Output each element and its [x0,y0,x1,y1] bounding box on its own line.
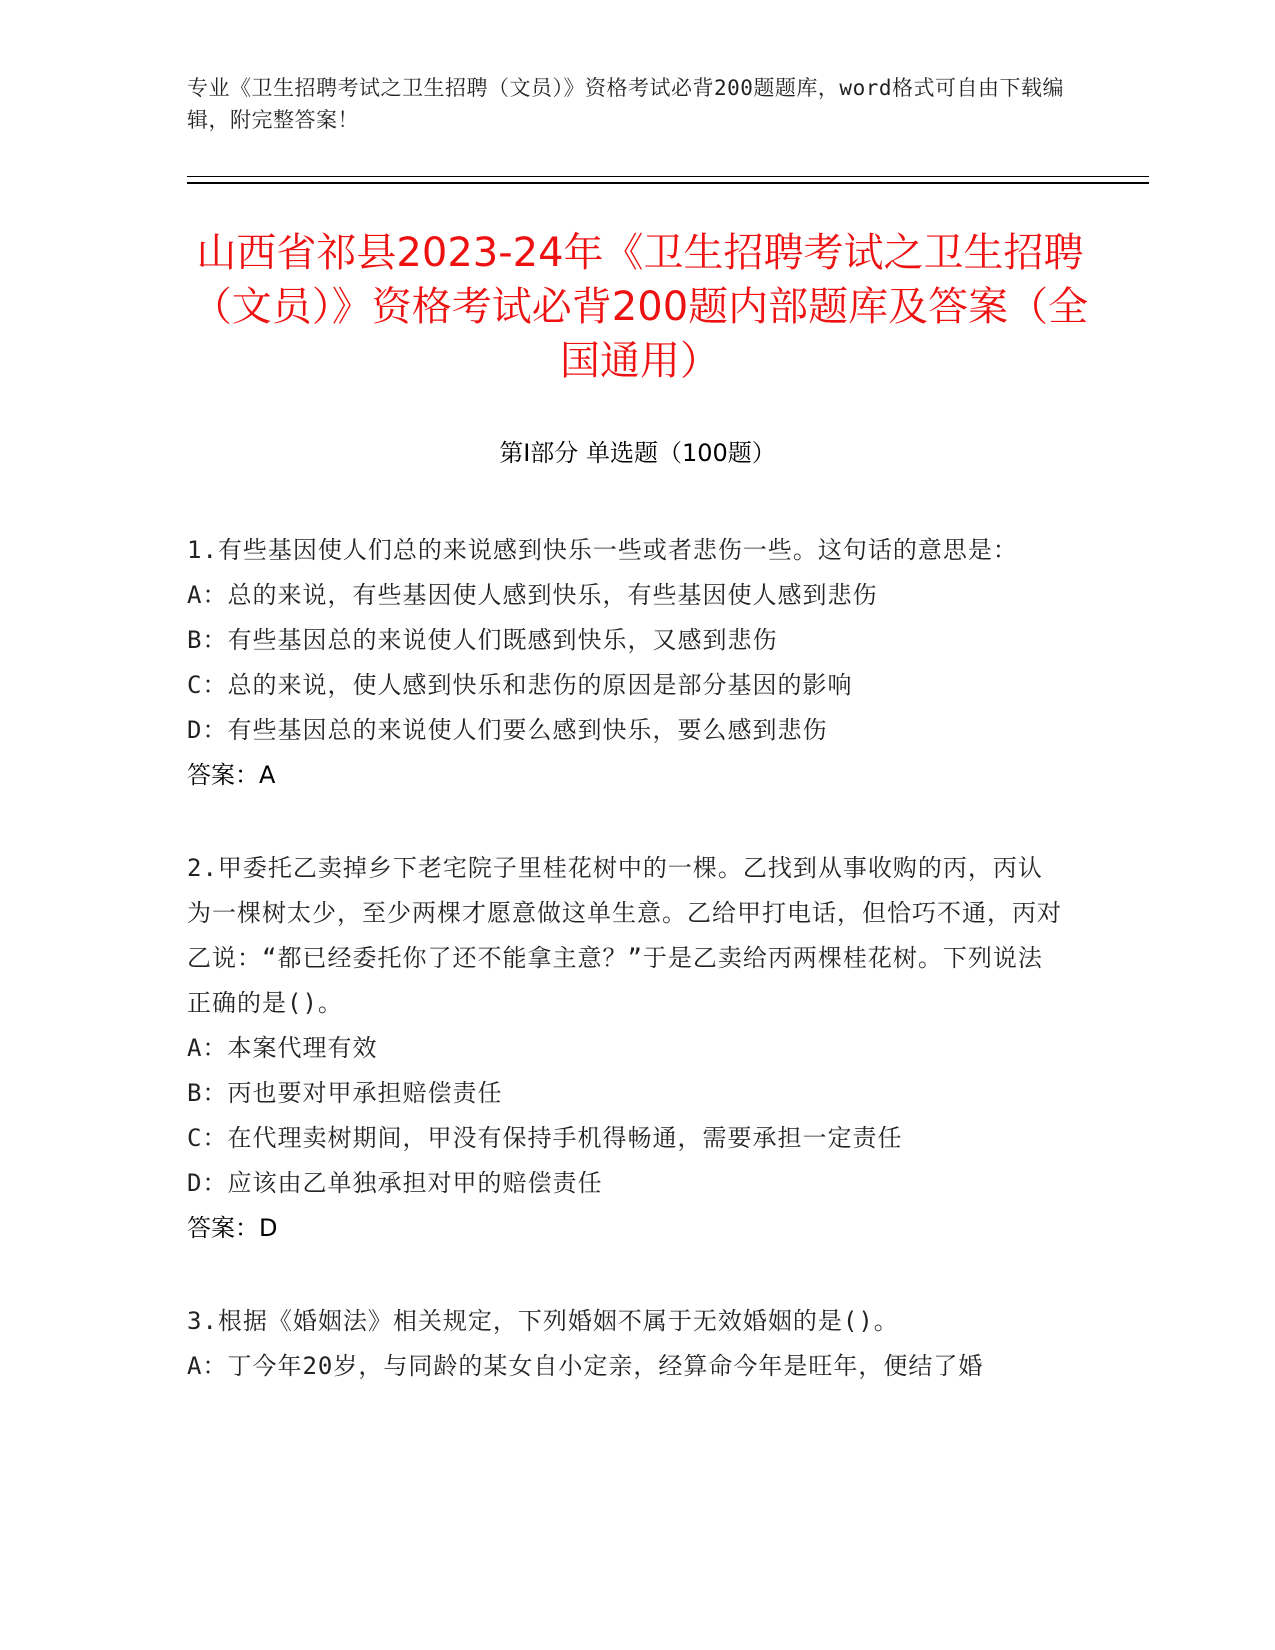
answer-line: 答案：D [187,1214,278,1242]
header-note: 专业《卫生招聘考试之卫生招聘（文员）》资格考试必背200题题库，word格式可自由下载编辑，附完整答案！ [187,76,1064,132]
header-divider-thin [187,176,1149,177]
question-3 [187,1299,1067,1389]
question-stem: 3.根据《婚姻法》相关规定，下列婚姻不属于无效婚姻的是()。 [187,1307,899,1335]
option-c: C：在代理卖树期间，甲没有保持手机得畅通，需要承担一定责任 [187,1124,903,1152]
option-a: A：丁今年20岁，与同龄的某女自小定亲，经算命今年是旺年，便结了婚 [187,1352,984,1380]
answer-line: 答案：A [187,761,276,789]
question-list [187,528,1067,1437]
document-title: 山西省祁县2023-24年《卫生招聘考试之卫生招聘（文员）》资格考试必背200题内部题库及答案（全国通用） [191,230,1089,384]
option-b: B：有些基因总的来说使人们既感到快乐，又感到悲伤 [187,626,778,654]
option-a: A：本案代理有效 [187,1034,378,1062]
question-1 [187,528,1067,798]
option-a: A：总的来说，有些基因使人感到快乐，有些基因使人感到悲伤 [187,581,878,609]
option-d: D：有些基因总的来说使人们要么感到快乐，要么感到悲伤 [187,716,828,744]
section-heading: 第Ⅰ部分 单选题（100题） [499,439,776,467]
question-2 [187,846,1067,1251]
option-c: C：总的来说，使人感到快乐和悲伤的原因是部分基因的影响 [187,671,853,699]
question-stem: 2.甲委托乙卖掉乡下老宅院子里桂花树中的一棵。乙找到从事收购的丙，丙认为一棵树太少，至少两棵才愿意做这单生意。乙给甲打电话，但恰巧不通，丙对乙说：“都已经委托你了还不能拿主意？”于是乙卖给丙两棵桂花树。下列说法正确的是()。 [187,854,1062,1017]
header-divider-thick [187,182,1149,184]
question-stem: 1.有些基因使人们总的来说感到快乐一些或者悲伤一些。这句话的意思是： [187,536,1018,564]
option-b: B：丙也要对甲承担赔偿责任 [187,1079,503,1107]
option-d: D：应该由乙单独承担对甲的赔偿责任 [187,1169,603,1197]
